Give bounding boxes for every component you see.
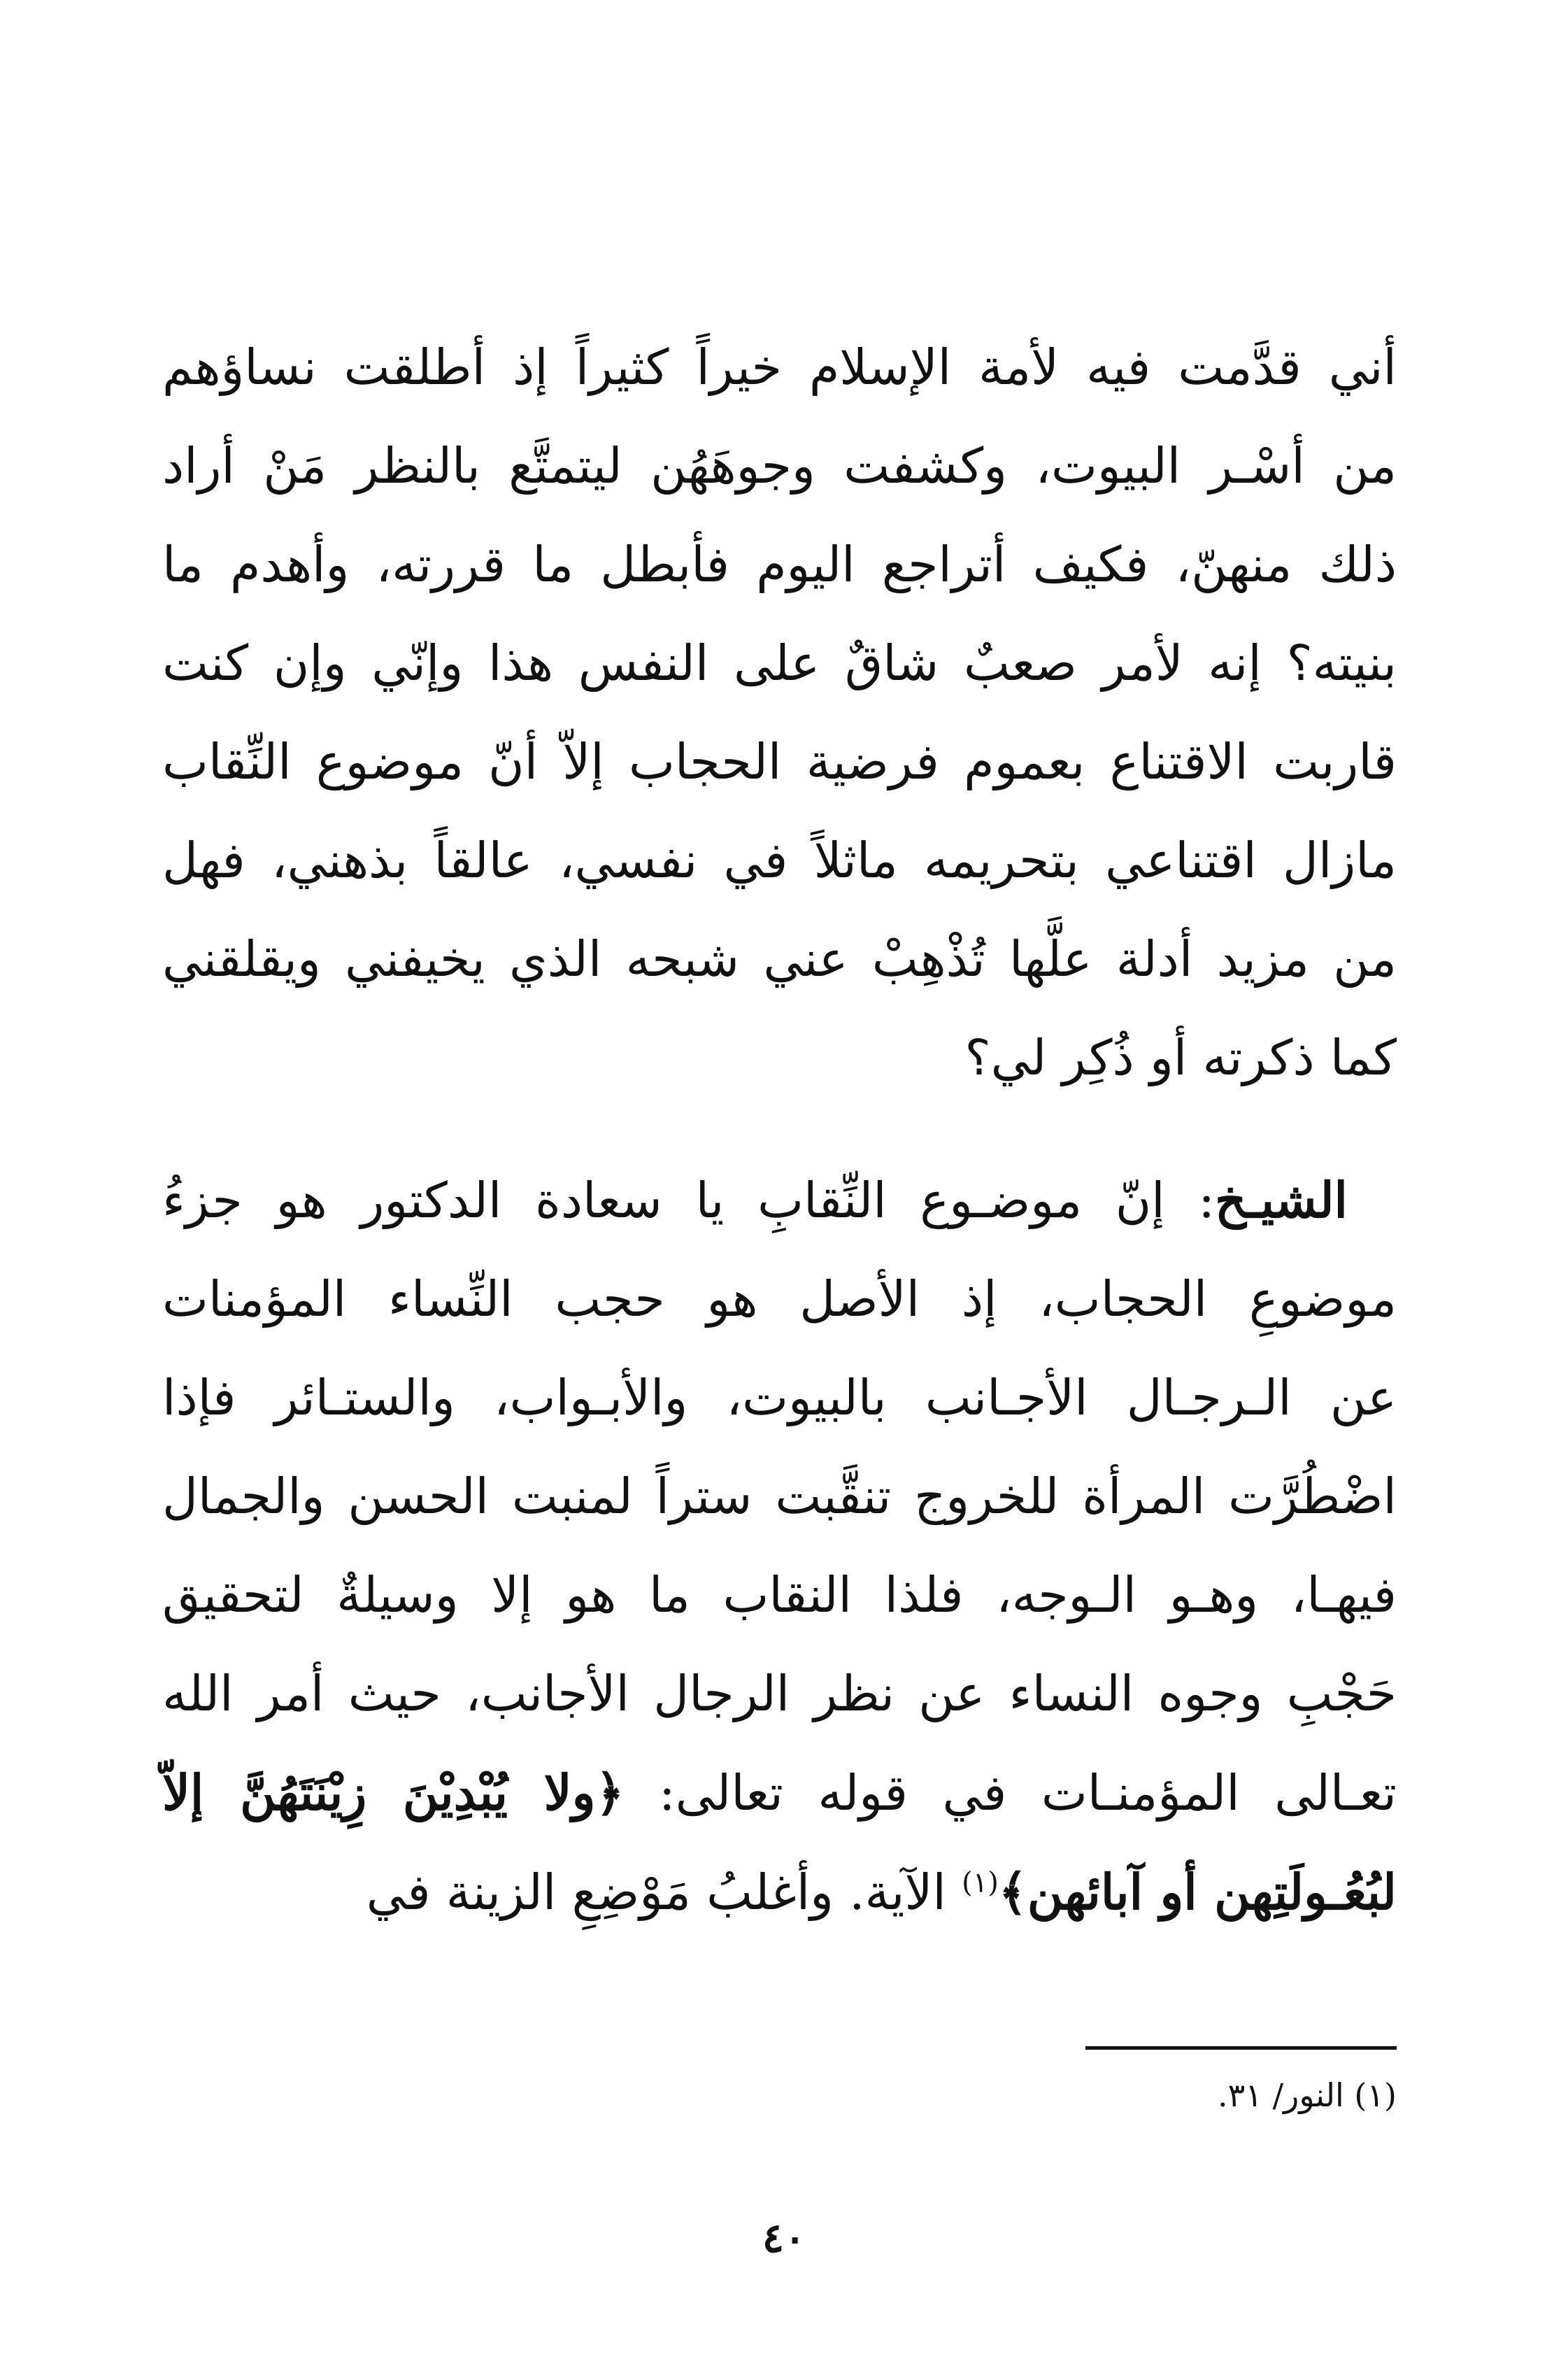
text-line: موضوعِ الحجاب، إذ الأصل هو حجب النِّساء المؤمنات bbox=[162, 1270, 1397, 1328]
text-line: من مزيد أدلة علَّها تُذْهِبْ عني شبحه الذي يخيفني ويقلقني bbox=[162, 930, 1397, 988]
paragraph-answer bbox=[162, 1151, 1397, 1942]
footnote-divider bbox=[1085, 2046, 1397, 2050]
text-line: قاربت الاقتناع بعموم فرضية الحجاب إلاّ أنّ موضوع النِّقاب bbox=[162, 733, 1397, 790]
text-segment: الآية. وأغلبُ مَوْضِعِ الزينة في bbox=[366, 1864, 962, 1921]
text-line bbox=[162, 1843, 1397, 1942]
text-line: أني قدَّمت فيه لأمة الإسلام خيراً كثيراً إذ أطلقت نساؤهم bbox=[162, 339, 1397, 396]
text-line: فيهـا، وهـو الـوجه، فلذا النقاب ما هو إلا وسيلةٌ لتحقيق bbox=[162, 1566, 1397, 1624]
text-line: مازال اقتناعي بتحريمه ماثلاً في نفسي، عالقاً بذهني، فهل bbox=[162, 832, 1397, 889]
text-line: حَجْبِ وجوه النساء عن نظر الرجال الأجانب، حيث أمر الله bbox=[162, 1665, 1397, 1722]
text-line: ذلك منهنّ، فكيف أتراجع اليوم فأبطل ما قررته، وأهدم ما bbox=[162, 536, 1397, 593]
quran-verse: ﴿ولا يُبْدِيْنَ زِيْنَتَهُنَّ إلاّ bbox=[162, 1764, 625, 1822]
text-line: كما ذكرته أو ذُكِر لي؟ bbox=[964, 1029, 1397, 1086]
text-line: بنيته؟ إنه لأمر صعبٌ شاقٌ على النفس هذا وإنّي وإن كنت bbox=[162, 634, 1397, 692]
footnote: (١) النور/ ٣١. bbox=[1217, 2076, 1397, 2114]
paragraph-question bbox=[162, 318, 1397, 1107]
text-segment: : إنّ موضـوع النِّقابِ يا سعادة الدكتور هو جزءُ bbox=[162, 1172, 1215, 1229]
text-line: عن الـرجـال الأجـانب بالبيوت، والأبـواب، والستـائر فإذا bbox=[162, 1369, 1397, 1426]
quran-verse: لبُعُـولَتِهن أو آبائهن﴾ bbox=[998, 1863, 1397, 1921]
footnote-reference: (١) bbox=[962, 1866, 999, 1899]
text-line bbox=[162, 1151, 1397, 1250]
speaker-label: الشيـخ bbox=[1214, 1171, 1348, 1229]
text-line: اضْطُرَّت المرأة للخروج تنقَّبت ستراً لمنبت الحسن والجمال bbox=[162, 1468, 1397, 1525]
page-number: ٤٠ bbox=[762, 2214, 806, 2262]
text-line bbox=[162, 1743, 1397, 1843]
text-segment: تعـالى المؤمنـات في قوله تعالى: bbox=[624, 1764, 1397, 1822]
text-line: من أسْـر البيوت، وكشفت وجوهَهُن ليتمتَّع بالنظر مَنْ أراد bbox=[162, 437, 1397, 495]
